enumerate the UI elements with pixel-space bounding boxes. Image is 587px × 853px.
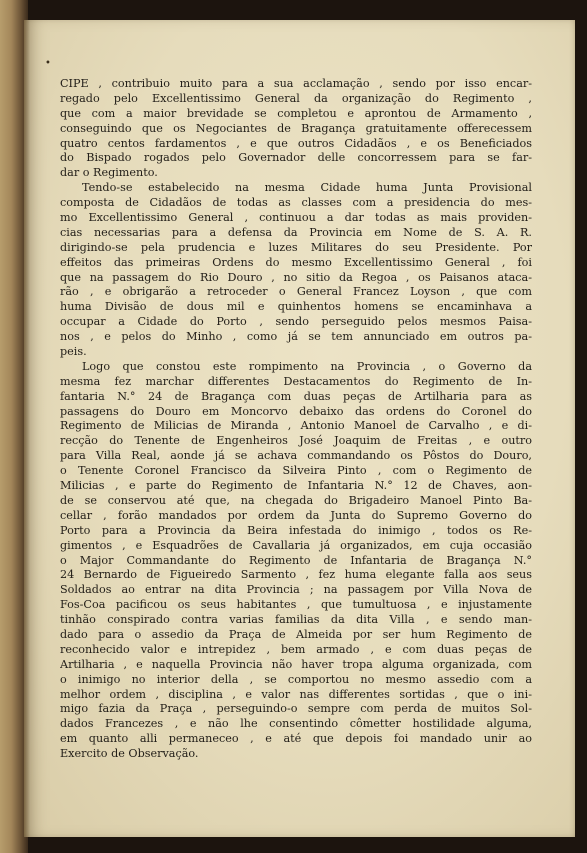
text-line: que na passagem do Rio Douro , no sitio da Regoa , os Paisanos ataca- [60,270,532,284]
text-line: passagens do Douro em Moncorvo debaixo das ordens do Coronel do [60,404,532,418]
text-line: o Major Commandante do Regimento de Infantaria de Bragança N.° [60,553,532,567]
text-line: Tendo-se estabelecido na mesma Cidade huma Junta Provisional [82,181,532,195]
book-page [24,20,575,837]
text-line: fantaria N.° 24 de Bragança com duas peças de Artilharia para as [60,389,532,403]
text-line: cellar , forão mandados por ordem da Junta do Supremo Governo do [60,508,532,522]
text-line: o Tenente Coronel Francisco da Silveira Pinto , com o Regimento de [60,464,532,478]
text-line: occupar a Cidade do Porto , sendo perseguido pelos mesmos Paisa- [60,315,532,329]
text-line: dados Francezes , e não lhe consentindo cômetter hostilidade alguma, [60,717,532,731]
text-line: Exercito de Observação. [60,747,199,761]
text-line: de se conservou até que, na chegada do Brigadeiro Manoel Pinto Ba- [60,493,532,507]
text-line: quatro centos fardamentos , e que outros Cidadãos , e os Beneficiados [60,136,532,150]
text-line: dirigindo-se pela prudencia e luzes Militares do seu Presidente. Por [60,240,532,254]
text-line: composta de Cidadãos de todas as classes com a presidencia do mes- [60,196,532,210]
paragraph [60,77,532,181]
text-line: reconhecido valor e intrepidez , bem armado , e com duas peças de [60,642,532,656]
text-line: CIPE , contribuio muito para a sua acclamação , sendo por isso encar- [60,77,532,90]
text-line: tinhão conspirado contra varias familias da dita Villa , e sendo man- [60,613,532,627]
text-line: melhor ordem , disciplina , e valor nas differentes sortidas , que o ini- [60,687,532,701]
paragraph [60,360,532,762]
text-line: huma Divisão de dous mil e quinhentos homens se encaminhava a [60,300,532,314]
paragraph [60,181,532,360]
body-text [60,77,532,762]
text-line: mesma fez marchar differentes Destacamentos do Regimento de In- [60,374,532,388]
text-line: o inimigo no interior della , se comportou no mesmo assedio com a [60,672,532,686]
text-line: 24 Bernardo de Figueiredo Sarmento , fez huma elegante falla aos seus [60,568,532,582]
text-line: do Bispado rogados pelo Governador delle concorressem para se far- [60,151,532,165]
text-line: rão , e obrigarão a retroceder o General Francez Loyson , que com [60,285,532,299]
text-line: para Villa Real, aonde já se achava commandando os Pôstos do Douro, [60,449,532,463]
text-line: dar o Regimento. [60,166,158,180]
text-line: conseguindo que os Negociantes de Bragança gratuitamente offerecessem [60,121,532,135]
margin-mark: • [45,58,51,69]
text-line: dado para o assedio da Praça de Almeida por ser hum Regimento de [60,627,532,641]
text-line: migo fazia da Praça , perseguindo-o sempre com perda de muitos Sol- [60,702,532,716]
text-line: Logo que constou este rompimento na Provincia , o Governo da [82,359,532,373]
page-gutter-shadow [24,20,30,837]
text-line: recção do Tenente de Engenheiros José Joaquim de Freitas , e outro [60,434,532,448]
text-line: Fos-Coa pacificou os seus habitantes , que tumultuosa , e injustamente [60,598,532,612]
text-line: gimentos , e Esquadrões de Cavallaria já organizados, em cuja occasião [60,538,532,552]
text-line: Soldados ao entrar na dita Provincia ; na passagem por Villa Nova de [60,583,532,597]
text-line: cias necessarias para a defensa da Provincia em Nome de S. A. R. [60,225,532,239]
text-line: Artilharia , e naquella Provincia não haver tropa alguma organizada, com [60,657,532,671]
text-line: Porto para a Provincia da Beira infestada do inimigo , todos os Re- [60,523,532,537]
text-line: nos , e pelos do Minho , como já se tem annunciado em outros pa- [60,330,532,344]
text-line: Milicias , e parte do Regimento de Infantaria N.° 12 de Chaves, aon- [60,479,532,493]
text-line: em quanto alli permaneceo , e até que depois foi mandado unir ao [60,732,532,746]
text-line: regado pelo Excellentissimo General da organização do Regimento , [60,91,532,105]
text-line: peis. [60,345,87,359]
text-line: mo Excellentissimo General , continuou a dar todas as mais providen- [60,211,532,225]
text-line: Regimento de Milicias de Miranda , Antonio Manoel de Carvalho , e di- [60,419,532,433]
text-line: effeitos das primeiras Ordens do mesmo Excellentissimo General , foi [60,255,532,269]
text-line: que com a maior brevidade se completou e aprontou de Armamento , [60,106,532,120]
